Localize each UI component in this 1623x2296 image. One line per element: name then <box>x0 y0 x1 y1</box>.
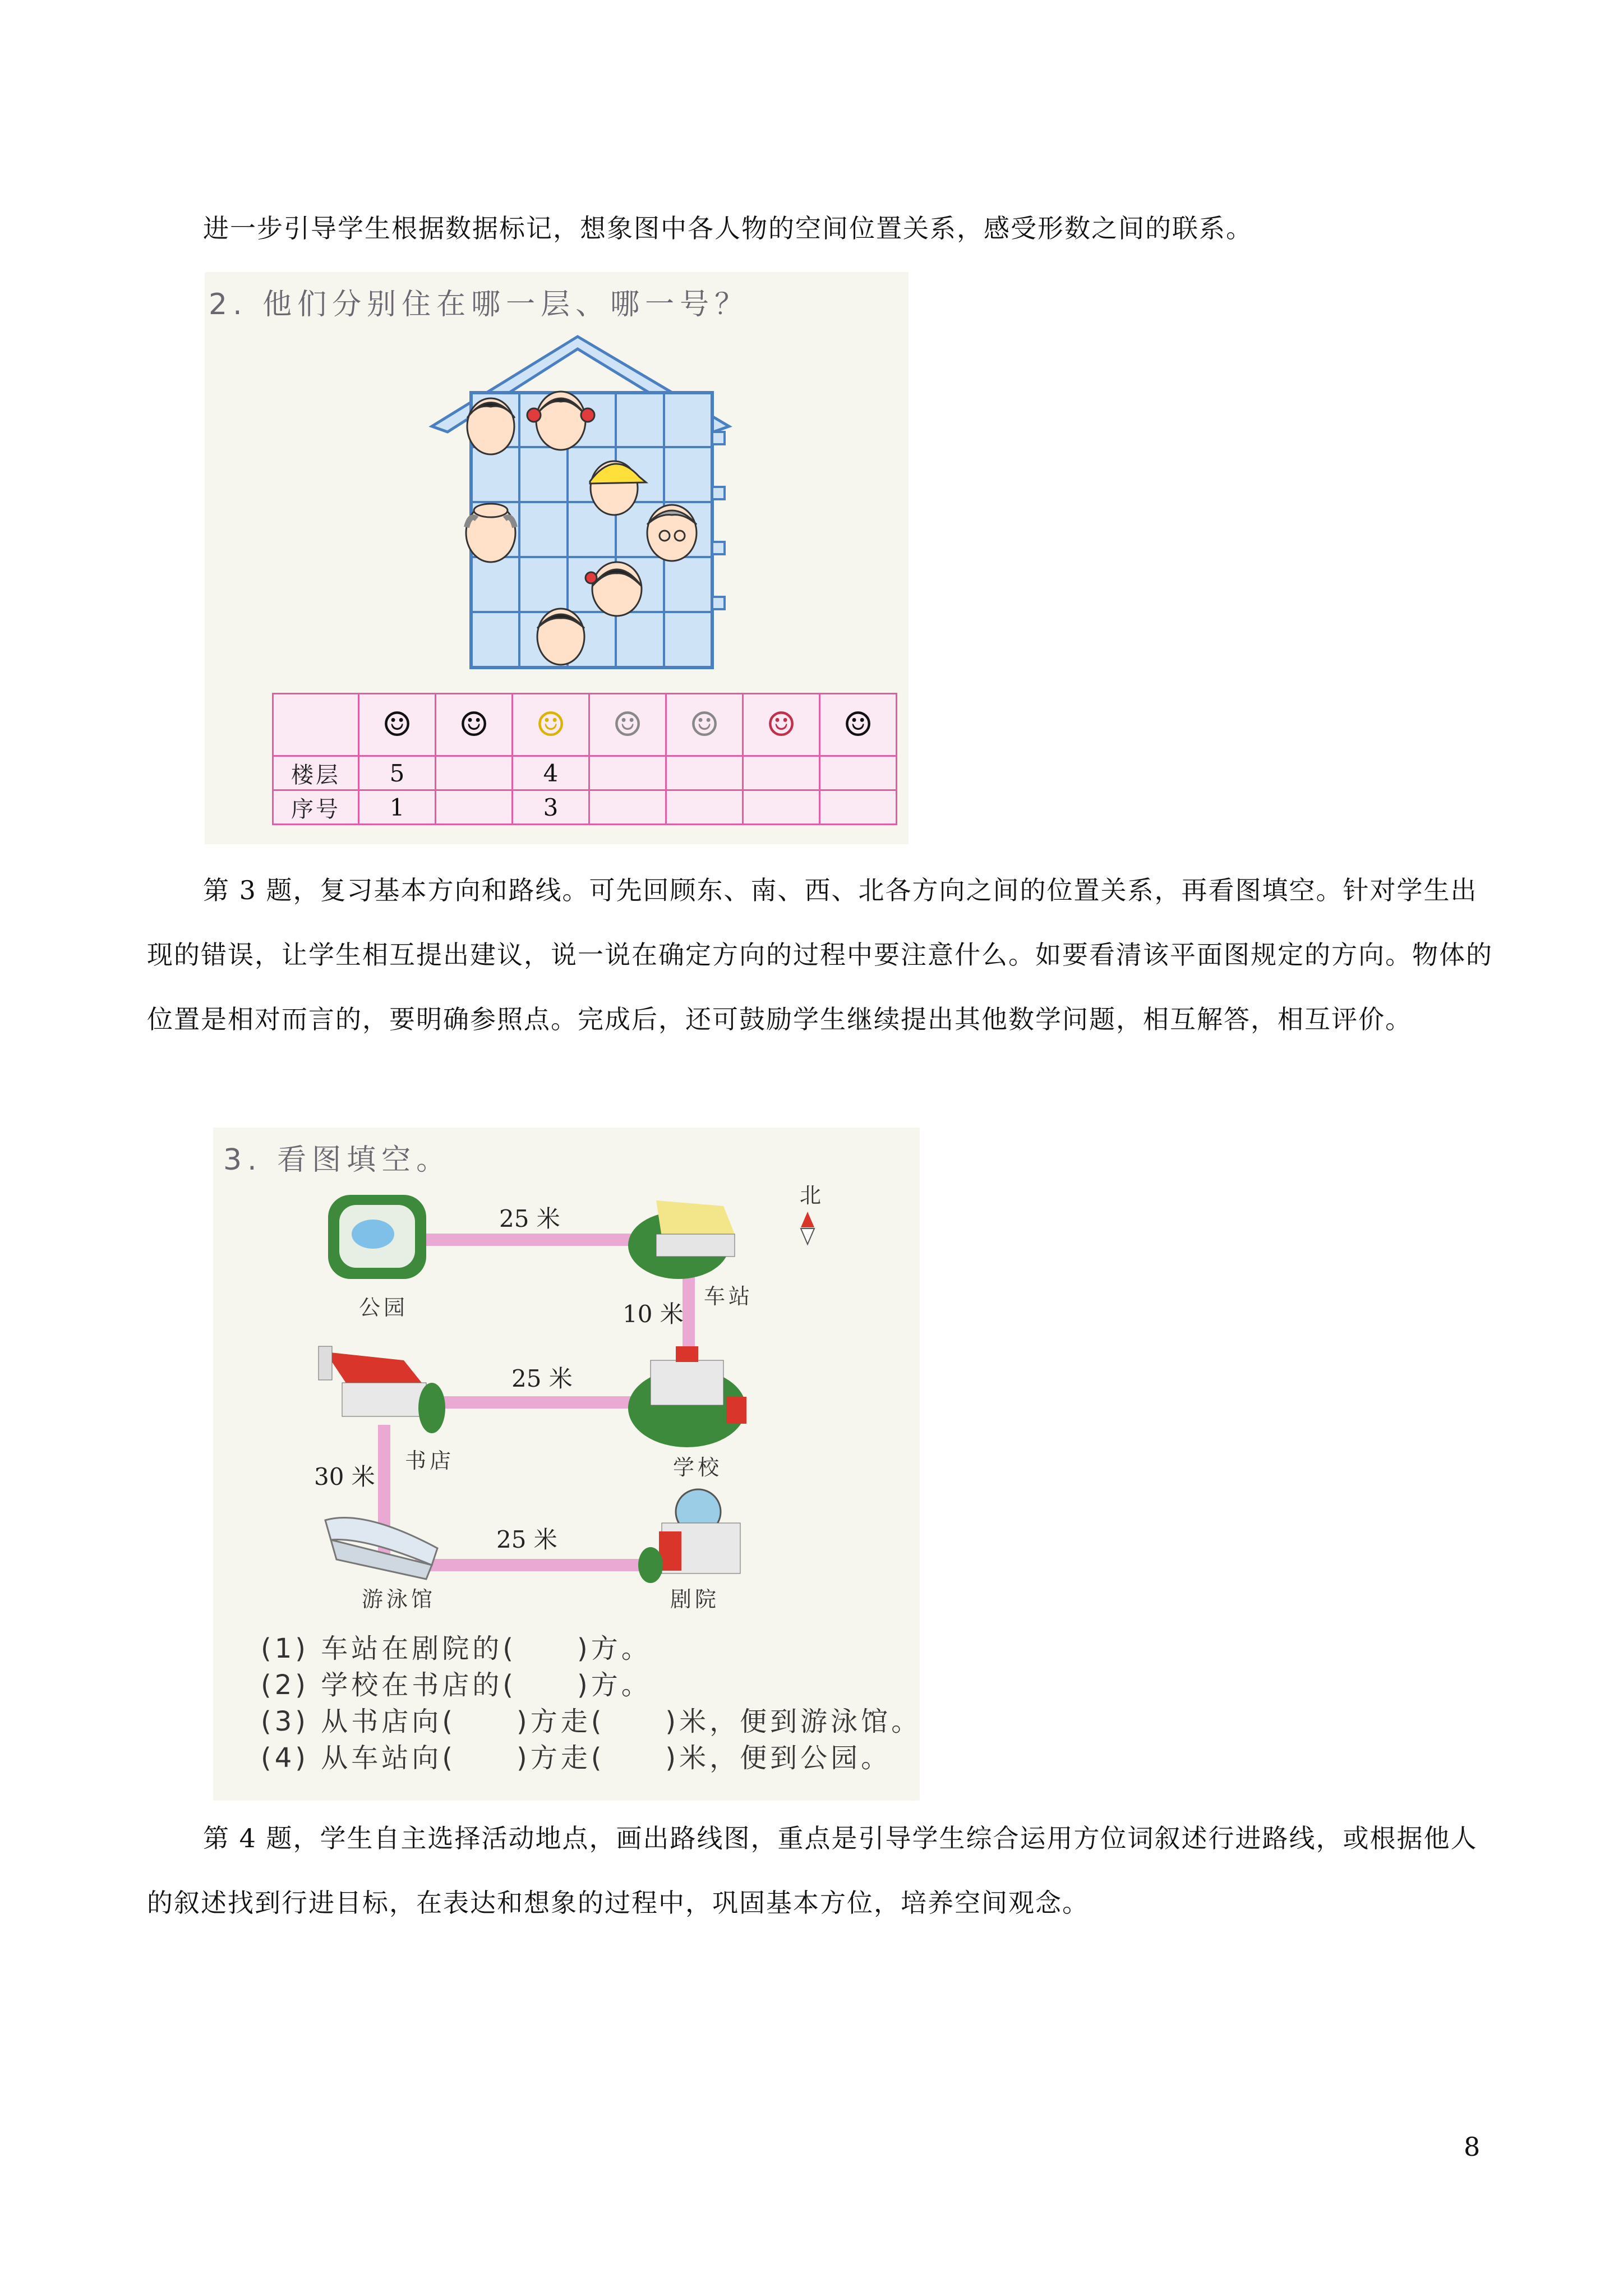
school-icon <box>628 1346 746 1447</box>
exercise-2-title: 2. 他们分别住在哪一层、哪一号？ <box>209 288 750 321</box>
park-icon <box>328 1195 426 1279</box>
paragraph-3-text: 第 4 题，学生自主选择活动地点，画出路线图，重点是引导学生综合运用方位词叙述行进路线，或根据他人的叙述找到行进目标，在表达和想象的过程中，巩固基本方位，培养空间观念。 <box>147 1823 1478 1918</box>
question-4: (4) 从车站向( )方走( )米，便到公园。 <box>261 1742 892 1774</box>
cap-boy-face-icon: ☺ <box>536 705 566 744</box>
number-cell[interactable]: 1 <box>359 790 436 825</box>
label-bookstore: 书店 <box>405 1448 455 1473</box>
label-pool: 游泳馆 <box>362 1587 436 1612</box>
distance-station-school: 10 米 <box>623 1300 684 1328</box>
paragraph-1-text: 进一步引导学生根据数据标记，想象图中各人物的空间位置关系，感受形数之间的联系。 <box>203 213 1253 243</box>
label-theater: 剧院 <box>670 1587 720 1612</box>
question-3: (3) 从书店向( )方走( )米，便到游泳馆。 <box>261 1706 922 1737</box>
grandpa-face-icon: ☺ <box>612 705 643 744</box>
distance-pool-theater: 25 米 <box>496 1526 557 1553</box>
distance-bookstore-pool: 30 米 <box>314 1463 375 1490</box>
north-label: 北 <box>800 1183 825 1208</box>
exercise-3-title: 3. 看图填空。 <box>223 1143 451 1177</box>
paragraph-3 <box>147 1806 1493 1935</box>
girl-face-icon: ☺ <box>766 705 796 744</box>
distance-bookstore-school: 25 米 <box>511 1365 573 1392</box>
label-station: 车站 <box>704 1284 754 1309</box>
station-icon <box>628 1200 735 1279</box>
grandma-face-icon: ☺ <box>689 705 720 744</box>
paragraph-2-text: 第 3 题，复习基本方向和路线。可先回顾东、南、西、北各方向之间的位置关系，再看图填空。针对学生出现的错误，让学生相互提出建议，说一说在确定方向的过程中要注意什么。如要看清该平面图规定的方向。物体的位置是相对而言的，要明确参照点。完成后，还可鼓励学生继续提出其他数学问题，相互解答，相互评价。 <box>147 875 1493 1034</box>
floor-cell[interactable]: 4 <box>513 756 589 790</box>
question-1: (1) 车站在剧院的( )方。 <box>261 1633 652 1664</box>
boy-face-icon: ☺ <box>843 705 873 744</box>
row-label-number: 序号 <box>273 790 359 825</box>
number-cell[interactable]: 3 <box>513 790 589 825</box>
row-label-floor: 楼层 <box>273 756 359 790</box>
bookstore-icon <box>319 1346 445 1433</box>
question-2: (2) 学校在书店的( )方。 <box>261 1669 652 1701</box>
label-school: 学校 <box>673 1455 723 1480</box>
label-park: 公园 <box>359 1295 409 1320</box>
theater-icon <box>638 1489 740 1583</box>
distance-park-station: 25 米 <box>499 1205 560 1232</box>
girl-face-icon: ☺ <box>459 705 489 744</box>
boy-face-icon: ☺ <box>382 705 412 744</box>
north-arrow-icon <box>801 1212 814 1244</box>
floor-cell[interactable]: 5 <box>359 756 436 790</box>
page-number: 8 <box>1464 2132 1481 2162</box>
